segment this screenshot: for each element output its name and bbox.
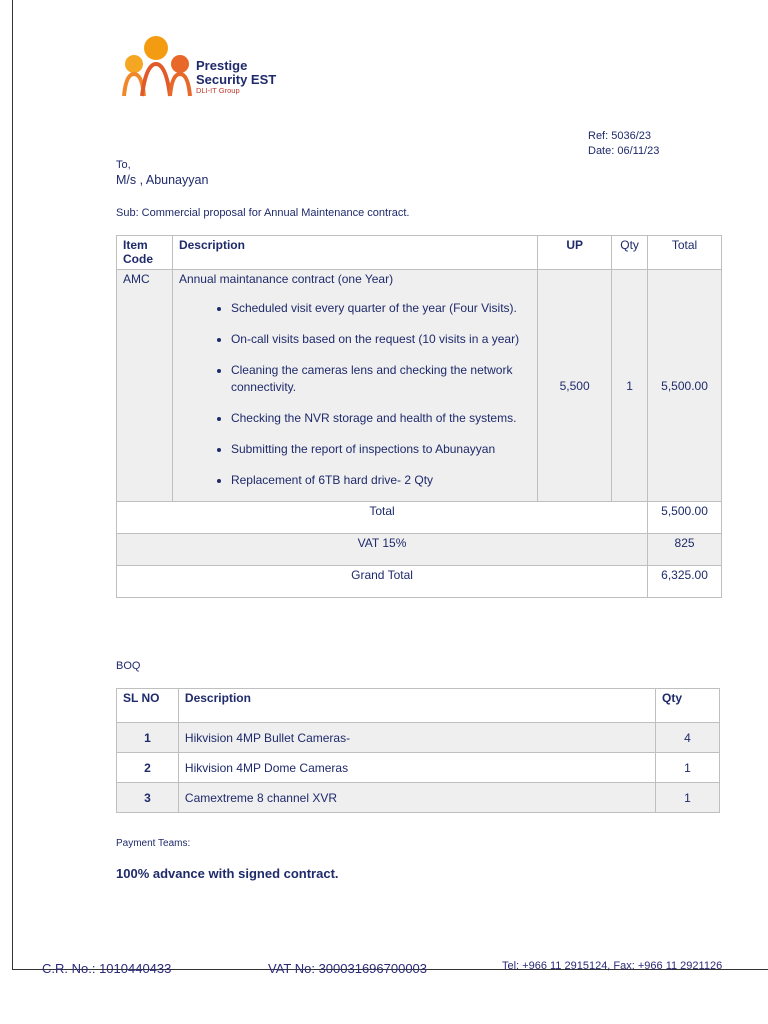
- boq-row: [117, 783, 720, 813]
- summary-total-row: [117, 502, 722, 534]
- company-name-line1: Prestige: [196, 58, 248, 73]
- company-logo: [120, 34, 300, 98]
- ref-date: Date: 06/11/23: [588, 145, 660, 157]
- scope-item: • Replacement of 6TB hard drive- 2 Qty: [231, 472, 531, 489]
- summary-vat-value: 825: [648, 534, 722, 566]
- boq-qty: 1: [656, 753, 720, 783]
- boq-description: Hikvision 4MP Dome Cameras: [178, 753, 655, 783]
- scope-item: • Submitting the report of inspections to Abunayyan: [231, 441, 531, 458]
- scope-item: • Scheduled visit every quarter of the year (Four Visits).: [231, 300, 531, 317]
- boq-label: BOQ: [116, 660, 141, 672]
- company-group: DLI-IT Group: [196, 86, 240, 95]
- boq-header-row: [117, 689, 720, 723]
- scope-item: • Checking the NVR storage and health of the systems.: [231, 410, 531, 427]
- scope-item: • Cleaning the cameras lens and checking the network connectivity.: [231, 362, 531, 396]
- recipient-name: M/s , Abunayyan: [116, 173, 209, 187]
- scope-list: [179, 300, 531, 489]
- summary-grand-total-value: 6,325.00: [648, 566, 722, 598]
- proposal-table: [116, 235, 722, 598]
- item-code-cell: AMC: [117, 270, 173, 502]
- payment-terms-label: Payment Teams:: [116, 838, 191, 849]
- boq-sl: 3: [117, 783, 179, 813]
- people-logo-icon: [120, 34, 196, 98]
- ref-number: Ref: 5036/23: [588, 130, 651, 142]
- boq-qty: 1: [656, 783, 720, 813]
- reference-block: [588, 129, 659, 159]
- header-description: Description: [172, 236, 537, 270]
- boq-sl: 1: [117, 723, 179, 753]
- footer-cr-number: C.R. No.: 1010440433: [42, 961, 172, 976]
- item-description-cell: [172, 270, 537, 502]
- boq-description: Hikvision 4MP Bullet Cameras-: [178, 723, 655, 753]
- summary-total-value: 5,500.00: [648, 502, 722, 534]
- summary-vat-row: [117, 534, 722, 566]
- item-total-cell: 5,500.00: [648, 270, 722, 502]
- proposal-item-row: [117, 270, 722, 502]
- header-item-code: Item Code: [117, 236, 173, 270]
- boq-sl: 2: [117, 753, 179, 783]
- header-up: UP: [538, 236, 612, 270]
- summary-total-label: Total: [117, 502, 648, 534]
- boq-row: [117, 753, 720, 783]
- page-left-border: [12, 0, 13, 970]
- company-name-line2: Security EST: [196, 72, 277, 87]
- summary-grand-total-row: [117, 566, 722, 598]
- boq-header-qty: Qty: [656, 689, 720, 723]
- boq-row: [117, 723, 720, 753]
- to-label: To,: [116, 159, 131, 171]
- boq-description: Camextreme 8 channel XVR: [178, 783, 655, 813]
- header-total: Total: [648, 236, 722, 270]
- header-qty: Qty: [612, 236, 648, 270]
- scope-item: • On-call visits based on the request (10 visits in a year): [231, 331, 531, 348]
- boq-header-description: Description: [178, 689, 655, 723]
- boq-table: [116, 688, 720, 813]
- subject-line: Sub: Commercial proposal for Annual Maintenance contract.: [116, 207, 410, 219]
- item-description: Annual maintanance contract (one Year): [178, 272, 394, 286]
- footer-vat-number: VAT No: 300031696700003: [268, 961, 428, 976]
- summary-grand-total-label: Grand Total: [117, 566, 648, 598]
- boq-header-sl: SL NO: [117, 689, 179, 723]
- footer-contact: Tel: +966 11 2915124, Fax: +966 11 2921126: [502, 960, 723, 972]
- boq-qty: 4: [656, 723, 720, 753]
- summary-vat-label: VAT 15%: [117, 534, 648, 566]
- item-up-cell: 5,500: [538, 270, 612, 502]
- payment-terms-text: 100% advance with signed contract.: [116, 866, 339, 881]
- proposal-header-row: [117, 236, 722, 270]
- item-qty-cell: 1: [612, 270, 648, 502]
